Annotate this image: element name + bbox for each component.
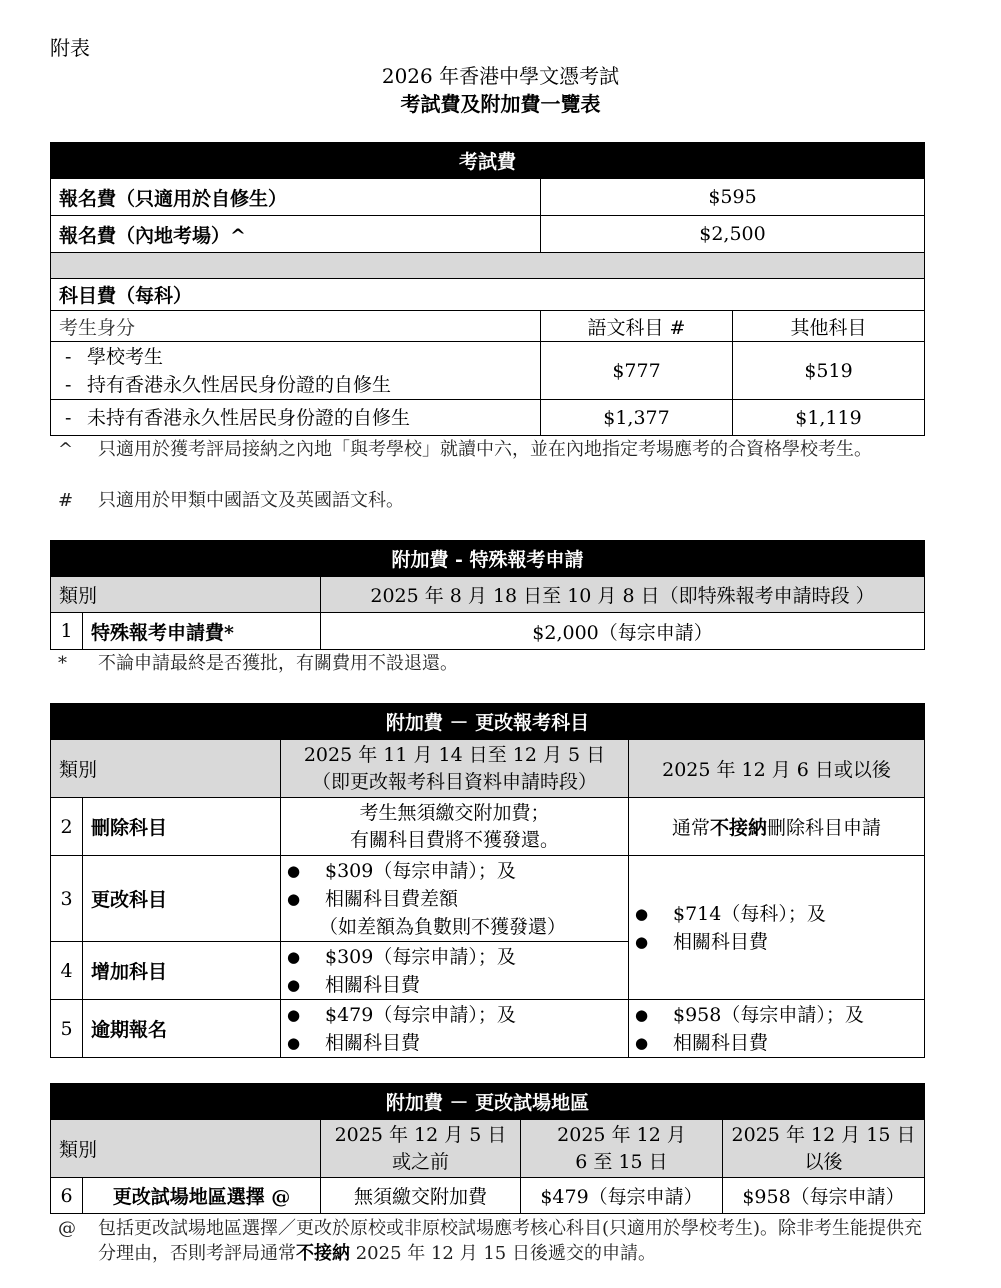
col-other-subjects: 其他科目 [733, 311, 925, 342]
row-3-4-after-bullet-2: ● 相關科目費 [629, 928, 924, 956]
reg-fee-private-value: $595 [541, 179, 925, 216]
row-3-bullet-2-cont: （如差額為負數則不獲發還） [319, 915, 567, 938]
row-3-bullet-2: ● 相關科目費差額 [281, 885, 628, 913]
exam-fee-header: 考試費 [51, 143, 925, 179]
fee-language-2: $1,377 [541, 400, 733, 436]
status-private-hkid: - 持有香港永久性居民身份證的自修生 [59, 371, 532, 399]
change-col-period: 2025 年 11 月 14 日至 12 月 5 日 （即更改報考科目資料申請時段） [281, 740, 629, 798]
row-2-after: 通常不接納刪除科目申請 [629, 798, 925, 856]
row-3-label: 更改科目 [83, 856, 281, 942]
note-at: @ 包括更改試場地區選擇／更改於原校或非原校試場應考核心科目(只適用於學校考生)。除非考生能提供充分理由，否則考評局通常不接納 2025 年 12 月 15 日後遞交的申請。 [58, 1218, 923, 1264]
row-5-period [281, 1000, 629, 1058]
row-5-after-bullet-2: ● 相關科目費 [629, 1029, 924, 1057]
change-subject-header: 附加費 － 更改報考科目 [51, 704, 925, 740]
change-subject-table [50, 703, 925, 1058]
venue-col-between: 2025 年 12 月 6 至 15 日 [521, 1120, 723, 1178]
row-3-number: 3 [51, 856, 83, 942]
change-venue-header: 附加費 － 更改試場地區 [51, 1084, 925, 1120]
change-venue-table [50, 1083, 925, 1214]
change-col-category: 類別 [51, 740, 281, 798]
venue-col-after: 2025 年 12 月 15 日 以後 [723, 1120, 925, 1178]
row-5-bullet-2: ● 相關科目費 [281, 1029, 628, 1057]
change-col-after: 2025 年 12 月 6 日或以後 [629, 740, 925, 798]
row-6-between: $479（每宗申請） [521, 1178, 723, 1214]
exam-fee-table [50, 142, 925, 436]
note-caret: ^ 只適用於獲考評局接納之內地「與考學校」就讀中六，並在內地指定考場應考的合資格學校考生。 [58, 439, 872, 460]
grey-spacer [51, 253, 925, 279]
row-5-label: 逾期報名 [83, 1000, 281, 1058]
special-row-value: $2,000（每宗申請） [321, 613, 925, 650]
row-3-period [281, 856, 629, 942]
row-4-bullet-1: ● $309（每宗申請）；及 [281, 943, 628, 971]
row-4-label: 增加科目 [83, 942, 281, 1000]
row-5-after [629, 1000, 925, 1058]
fee-other-2: $1,119 [733, 400, 925, 436]
row-2-number: 2 [51, 798, 83, 856]
page-title: 2026 年香港中學文憑考試 [381, 64, 620, 88]
special-col-category: 類別 [51, 577, 321, 613]
subject-fee-label: 科目費（每科） [51, 279, 925, 311]
status-group-2 [51, 400, 541, 436]
venue-col-category: 類別 [51, 1120, 321, 1178]
fee-language-1: $777 [541, 342, 733, 400]
reg-fee-mainland-label: 報名費（內地考場）^ [51, 216, 541, 253]
special-col-period: 2025 年 8 月 18 日至 10 月 8 日（即特殊報考申請時段 ） [321, 577, 925, 613]
row-2-label: 刪除科目 [83, 798, 281, 856]
note-asterisk: * 不論申請最終是否獲批，有關費用不設退還。 [58, 653, 458, 674]
reg-fee-private-label: 報名費（只適用於自修生） [51, 179, 541, 216]
row-4-bullet-2: ● 相關科目費 [281, 971, 628, 999]
col-candidate-status: 考生身分 [51, 311, 541, 342]
special-row-number: 1 [51, 613, 83, 650]
row-4-period [281, 942, 629, 1000]
row-6-label: 更改試場地區選擇 @ [83, 1178, 321, 1214]
row-6-before: 無須繳交附加費 [321, 1178, 521, 1214]
note-hash: # 只適用於甲類中國語文及英國語文科。 [58, 490, 404, 511]
status-group-1 [51, 342, 541, 400]
annex-label: 附表 [50, 36, 90, 60]
col-language-subjects: 語文科目 # [541, 311, 733, 342]
row-6-number: 6 [51, 1178, 83, 1214]
row-5-after-bullet-1: ● $958（每宗申請）；及 [629, 1001, 924, 1029]
row-3-4-after [629, 856, 925, 1000]
row-5-bullet-1: ● $479（每宗申請）；及 [281, 1001, 628, 1029]
special-application-table [50, 540, 925, 650]
row-3-bullet-1: ● $309（每宗申請）；及 [281, 857, 628, 885]
fee-other-1: $519 [733, 342, 925, 400]
venue-col-before: 2025 年 12 月 5 日 或之前 [321, 1120, 521, 1178]
page-subtitle: 考試費及附加費一覽表 [400, 92, 601, 116]
row-3-4-after-bullet-1: ● $714（每科）；及 [629, 900, 924, 928]
row-5-number: 5 [51, 1000, 83, 1058]
row-2-period: 考生無須繳交附加費； 有關科目費將不獲發還。 [281, 798, 629, 856]
special-row-label: 特殊報考申請費* [83, 613, 321, 650]
row-6-after: $958（每宗申請） [723, 1178, 925, 1214]
reg-fee-mainland-value: $2,500 [541, 216, 925, 253]
row-4-number: 4 [51, 942, 83, 1000]
status-school-candidate: - 學校考生 [59, 343, 532, 371]
status-private-no-hkid: - 未持有香港永久性居民身份證的自修生 [59, 404, 532, 432]
special-header: 附加費 - 特殊報考申請 [51, 541, 925, 577]
